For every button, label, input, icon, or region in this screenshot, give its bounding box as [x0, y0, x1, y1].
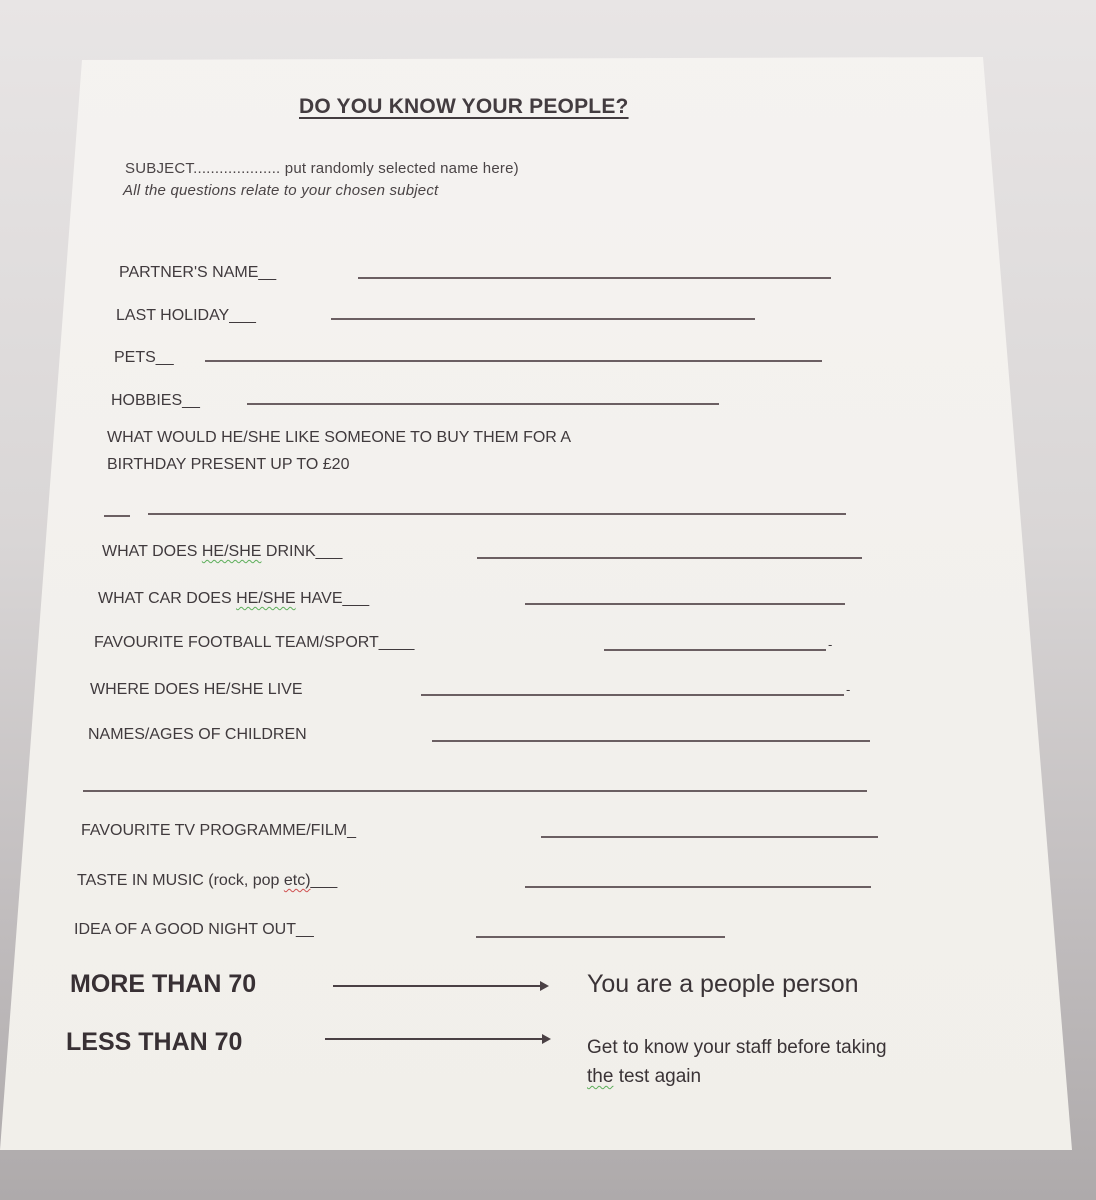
field-label-partners-name: PARTNER'S NAME__: [119, 264, 277, 281]
document-title: DO YOU KNOW YOUR PEOPLE?: [299, 95, 629, 118]
answer-line-night-out[interactable]: [476, 936, 725, 938]
field-label-tv-programme: FAVOURITE TV PROGRAMME/FILM_: [81, 822, 356, 839]
answer-line-drink[interactable]: [477, 557, 862, 559]
trailing-dash: -: [846, 682, 851, 697]
answer-line-car[interactable]: [525, 603, 845, 605]
score-result-low: Get to know your staff before taking the test again: [587, 1037, 887, 1087]
grammar-flag: the: [587, 1066, 614, 1087]
field-label-drink: WHAT DOES HE/SHE DRINK___: [102, 543, 343, 560]
subject-note: All the questions relate to your chosen subject: [123, 182, 439, 199]
field-label-birthday-present-line2: BIRTHDAY PRESENT UP TO £20: [107, 456, 350, 473]
spelling-flag: etc): [283, 872, 311, 889]
score-threshold-low: LESS THAN 70: [66, 1028, 243, 1056]
answer-line-partners-name[interactable]: [358, 277, 831, 279]
field-label-night-out: IDEA OF A GOOD NIGHT OUT__: [74, 921, 314, 938]
answer-line-where-live[interactable]: [421, 694, 844, 696]
score-threshold-high: MORE THAN 70: [70, 970, 257, 998]
field-label-where-live: WHERE DOES HE/SHE LIVE: [90, 681, 303, 698]
field-label-music: TASTE IN MUSIC (rock, pop etc)___: [77, 872, 338, 889]
answer-line-music[interactable]: [525, 886, 871, 888]
answer-line-hobbies[interactable]: [247, 403, 719, 405]
field-label-last-holiday: LAST HOLIDAY___: [116, 307, 256, 324]
field-label-pets: PETS__: [114, 349, 174, 366]
trailing-dash: -: [828, 637, 833, 652]
answer-line-football-team[interactable]: [604, 649, 826, 651]
field-label-children: NAMES/AGES OF CHILDREN: [88, 726, 307, 743]
arrow-right-icon: [325, 1038, 549, 1040]
score-result-high: You are a people person: [587, 970, 859, 998]
answer-line-pets[interactable]: [205, 360, 822, 362]
grammar-flag: HE/SHE: [236, 590, 296, 607]
answer-line-children[interactable]: [432, 740, 870, 742]
arrow-right-icon: [333, 985, 547, 987]
subject-line: SUBJECT.................... put randomly selected name here): [125, 160, 519, 177]
grammar-flag: HE/SHE: [201, 543, 262, 560]
field-label-hobbies: HOBBIES__: [111, 392, 200, 409]
answer-line-birthday-present[interactable]: [148, 513, 846, 515]
field-label-football-team: FAVOURITE FOOTBALL TEAM/SPORT____: [94, 634, 415, 651]
answer-prefix-birthday-present: [104, 515, 130, 517]
field-label-birthday-present: WHAT WOULD HE/SHE LIKE SOMEONE TO BUY THEM FOR A: [107, 429, 572, 446]
answer-line-tv-programme[interactable]: [541, 836, 878, 838]
answer-line-last-holiday[interactable]: [331, 318, 755, 320]
answer-line-children-2[interactable]: [83, 790, 867, 792]
field-label-car: WHAT CAR DOES HE/SHE HAVE___: [98, 590, 370, 607]
